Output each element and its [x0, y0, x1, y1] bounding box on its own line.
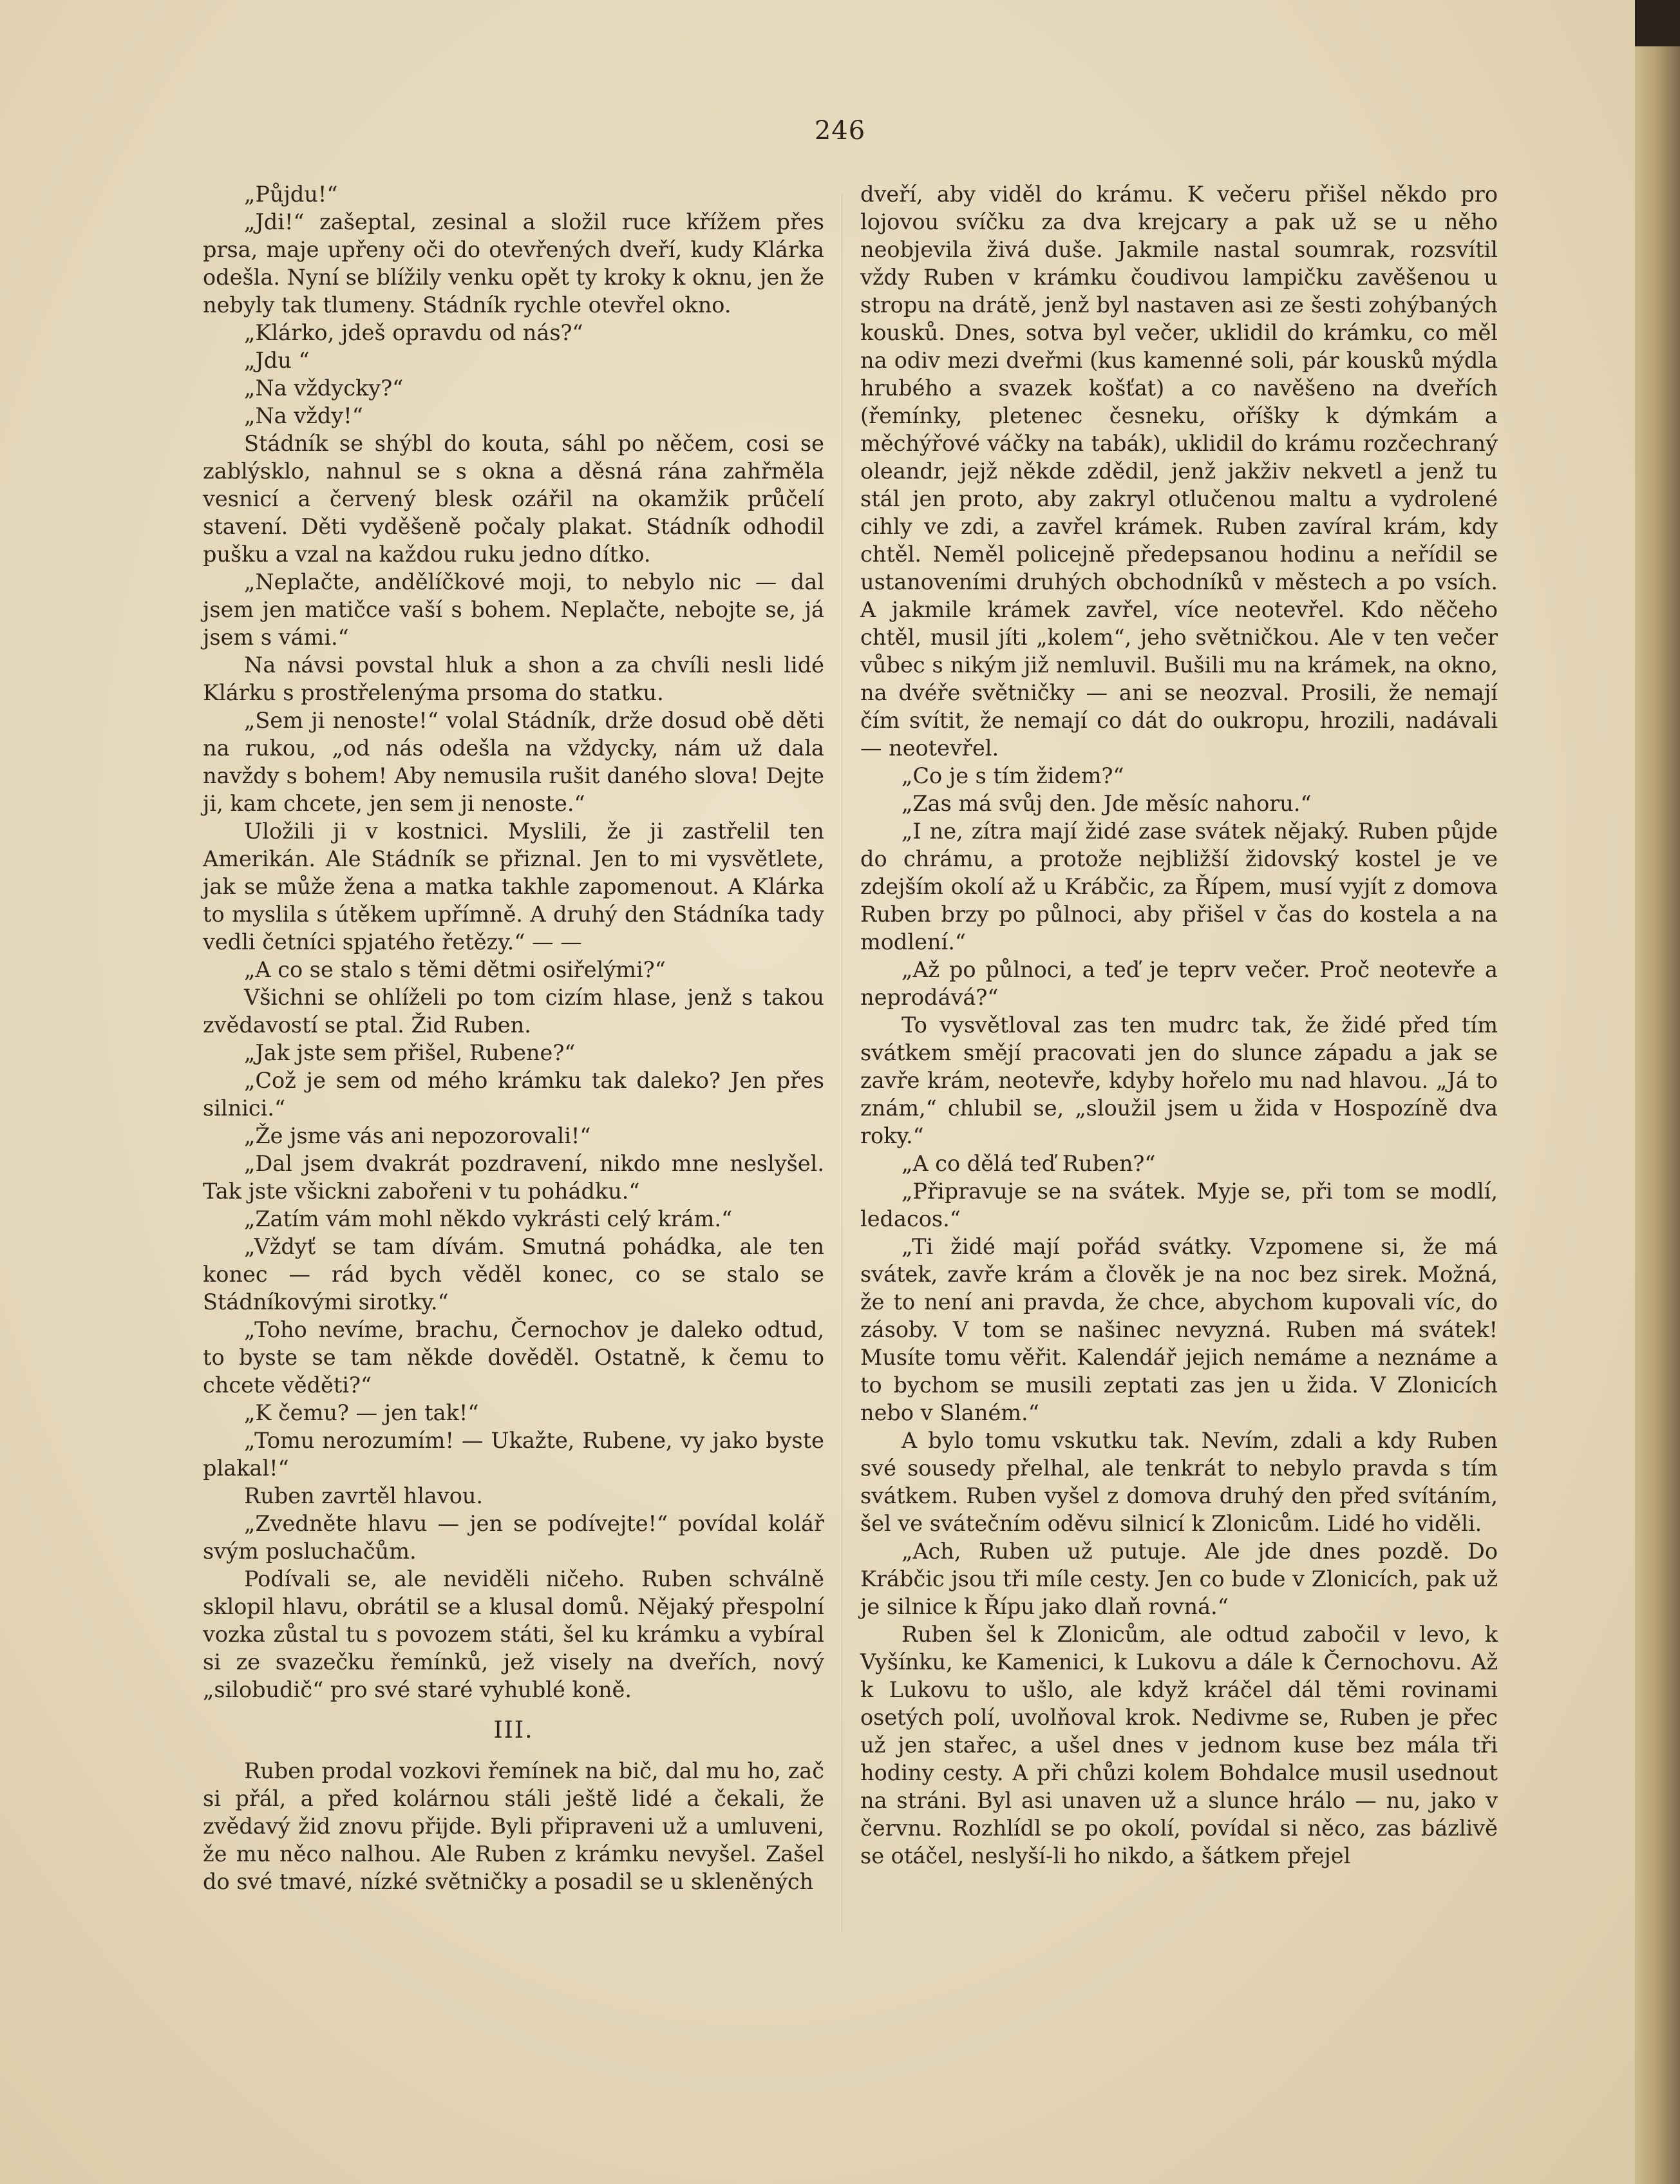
- paragraph: „Dal jsem dvakrát pozdravení, nikdo mne neslyšel. Tak jste všickni zabořeni v tu pohádku.“: [203, 1151, 824, 1204]
- paragraph: „Až po půlnoci, a teď je teprv večer. Proč neotevře a neprodává?“: [860, 957, 1498, 1010]
- right-paragraphs: [860, 180, 1498, 1870]
- paragraph: „Co je s tím židem?“: [901, 763, 1124, 788]
- corner-mark: [1635, 0, 1680, 46]
- paragraph: „Jdi!“ zašeptal, zesinal a složil ruce křížem přes prsa, maje upřeny oči do otevřených dveří, kudy Klárka odešla. Nyní se blížily venku opět ty kroky k oknu, jen že nebyly tak tlumeny. Stádník rychle otevřel okno.: [203, 209, 824, 318]
- page-edge: [1635, 0, 1680, 2184]
- paragraph: Stádník se shýbl do kouta, sáhl po něčem, cosi se zablýsklo, nahnul se s okna a děsná rána zahřměla vesnicí a červený blesk ozářil na okamžik průčelí stavení. Děti vyděšeně počaly plakat. Stádník odhodil pušku a vzal na každou ruku jedno dítko.: [203, 431, 824, 567]
- paragraph: „Klárko, jdeš opravdu od nás?“: [244, 320, 583, 345]
- paragraph: „Ach, Ruben už putuje. Ale jde dnes pozdě. Do Krábčic jsou tři míle cesty. Jen co bude v Zlonicích, pak už je silnice k Řípu jako dlaň rovná.“: [860, 1539, 1498, 1619]
- paragraph: „Půjdu!“: [244, 182, 338, 207]
- left-paragraphs-after: [203, 1757, 824, 1895]
- paragraph: „Zas má svůj den. Jde měsíc nahoru.“: [901, 791, 1312, 816]
- paragraph: „Na vždycky?“: [244, 375, 404, 401]
- section-heading: III.: [493, 1717, 534, 1743]
- paragraph: „Sem ji nenoste!“ volal Stádník, drže dosud obě děti na rukou, „od nás odešla na vždycky, nám už dala navždy s bohem! Aby nemusila rušit daného slova! Dejte ji, kam chcete, jen sem ji nenoste.“: [203, 708, 824, 816]
- paragraph: „Neplačte, andělíčkové moji, to nebylo nic — dal jsem jen matičce vaší s bohem. Neplačte, nebojte se, já jsem s vámi.“: [203, 569, 824, 650]
- paragraph: „K čemu? — jen tak!“: [244, 1400, 479, 1425]
- paragraph: „Tomu nerozumím! — Ukažte, Rubene, vy jako byste plakal!“: [203, 1428, 824, 1481]
- paragraph: „Zatím vám mohl někdo vykrásti celý krám.“: [244, 1206, 733, 1231]
- paragraph: dveří, aby viděl do krámu. K večeru přišel někdo pro lojovou svíčku za dva krejcary a pak už se u něho neobjevila živá duše. Jakmile nastal soumrak, rozsvítil vždy Ruben v krámku čoudivou lampičku zavěšenou u stropu na drátě, jenž byl nastaven asi ze šesti zohýbaných kousků. Dnes, sotva byl večer, uklidil do krámku, co měl na odiv mezi dveřmi (kus kamenné soli, pár kousků mýdla hrubého a svazek košťat) a co navěšeno na dveřích (řemínky, pletenec česneku, oříšky k dýmkám a měchýřové váčky na tabák), uklidil do krámu rozčechraný oleandr, jejž někde zdědil, jenž jakživ nekvetl a jenž tu stál jen proto, aby zakryl otlučenou maltu a vydrolené cihly ve zdi, a zavřel krámek. Ruben zavíral krám, kdy chtěl. Neměl policejně předepsanou hodinu a neřídil se ustanoveními druhých obchodníků v městech a po vsích. A jakmile krámek zavřel, více neotevřel. Kdo něčeho chtěl, musil jíti „kolem“, jeho světničkou. Ale v ten večer vůbec s nikým již nemluvil. Bušili mu na krámek, na okno, na dvéře světničky — ani se neozval. Prosili, že nemají čím svítit, že nemají co dát do oukropu, hrozili, nadávali — neotevřel.: [860, 182, 1498, 761]
- paragraph: „Což je sem od mého krámku tak daleko? Jen přes silnici.“: [203, 1068, 824, 1121]
- paragraph: „A co se stalo s těmi dětmi osiřelými?“: [244, 957, 666, 982]
- paragraph: „Že jsme vás ani nepozorovali!“: [244, 1123, 591, 1148]
- paragraph: Všichni se ohlíželi po tom cizím hlase, jenž s takou zvědavostí se ptal. Žid Ruben.: [203, 985, 824, 1038]
- paragraph: Ruben prodal vozkovi řemínek na bič, dal mu ho, zač si přál, a před kolárnou stáli ještě lidé a čekali, že zvědavý žid znovu přijde. Byli připraveni už a umluveni, že mu něco nalhou. Ale Ruben z krámku nevyšel. Zašel do své tmavé, nízké světničky a posadil se u skleněných: [203, 1758, 824, 1894]
- paragraph: Ruben zavrtěl hlavou.: [244, 1483, 484, 1508]
- paragraph: „Zvedněte hlavu — jen se podívejte!“ povídal kolář svým posluchačům.: [203, 1511, 824, 1564]
- paragraph: To vysvětloval zas ten mudrc tak, že židé před tím svátkem smějí pracovati jen do slunce západu a jak se zavře krám, neotevře, kdyby hořelo mu nad hlavou. „Já to znám,“ chlubil se, „sloužil jsem u žida v Hospozíně dva roky.“: [860, 1012, 1498, 1148]
- left-paragraphs-before: [203, 180, 824, 1704]
- left-column: [203, 180, 824, 1895]
- paragraph: A bylo tomu vskutku tak. Nevím, zdali a kdy Ruben své sousedy přelhal, ale tenkrát to nebylo pravda s tím svátkem. Ruben vyšel z domova druhý den před svítáním, šel ve svátečním oděvu silnicí k Zlonicům. Lidé ho viděli.: [860, 1428, 1498, 1536]
- paragraph: „I ne, zítra mají židé zase svátek nějaký. Ruben půjde do chrámu, a protože nejbližší židovský kostel je ve zdejším okolí až u Krábčic, za Řípem, musí vyjít z domova Ruben brzy po půlnoci, aby přišel v čas do kostela a na modlení.“: [860, 819, 1498, 954]
- paragraph: Na návsi povstal hluk a shon a za chvíli nesli lidé Klárku s prostřelenýma prsoma do statku.: [203, 652, 824, 705]
- paragraph: „Na vždy!“: [244, 403, 363, 428]
- right-column: [860, 180, 1498, 1870]
- paragraph: „Toho nevíme, brachu, Černochov je daleko odtud, to byste se tam někde dověděl. Ostatně, k čemu to chcete věděti?“: [203, 1317, 824, 1398]
- paragraph: „Jdu “: [244, 348, 310, 373]
- paragraph: Uložili ji v kostnici. Myslili, že ji zastřelil ten Amerikán. Ale Stádník se přiznal. Jen to mi vysvětlete, jak se může žena a matka takhle zapomenout. A Klárka to myslila s útěkem upřímně. A druhý den Stádníka tady vedli četníci spjatého řetězy.“ — —: [203, 819, 824, 954]
- paragraph: „Jak jste sem přišel, Rubene?“: [244, 1040, 576, 1065]
- paragraph: Podívali se, ale neviděli ničeho. Ruben schválně sklopil hlavu, obrátil se a klusal domů. Nějaký přespolní vozka zůstal tu s povozem státi, šel ku krámku a vybíral si ze svazečku řemínků, jež visely na dveřích, nový „silobudič“ pro své staré vyhublé koně.: [203, 1566, 824, 1702]
- paragraph: „Ti židé mají pořád svátky. Vzpomene si, že má svátek, zavře krám a člověk je na noc bez sirek. Možná, že to není ani pravda, že chce, abychom kupovali víc, do zásoby. V tom se našinec nevyzná. Ruben má svátek! Musíte tomu věřit. Kalendář jejich nemáme a neznáme a to bychom se musili zeptati zas jen u žida. V Zlonicích nebo v Slaném.“: [860, 1234, 1498, 1425]
- paragraph: Ruben šel k Zlonicům, ale odtud zabočil v levo, k Vyšínku, ke Kamenici, k Lukovu a dále k Černochovu. Až k Lukovu to ušlo, ale když kráčel dál těmi rovinami osetých polí, uvolňoval krok. Nedivme se, Ruben je přec už jen stařec, a ušel dnes v jednom kuse bez mála tři hodiny cesty. A při chůzi kolem Bohdalce musil usednout na stráni. Byl asi unaven už a slunce hrálo — nu, jako v červnu. Rozhlídl se po okolí, povídal si něco, zas bázlivě se otáčel, neslyší-li ho nikdo, a šátkem přejel: [860, 1622, 1498, 1868]
- paragraph: „Připravuje se na svátek. Myje se, při tom se modlí, ledacos.“: [860, 1179, 1498, 1231]
- paragraph: „Vždyť se tam dívám. Smutná pohádka, ale ten konec — rád bych věděl konec, co se stalo se Stádníkovými sirotky.“: [203, 1234, 824, 1315]
- paragraph: „A co dělá teď Ruben?“: [901, 1151, 1156, 1176]
- page-number: 246: [814, 116, 866, 146]
